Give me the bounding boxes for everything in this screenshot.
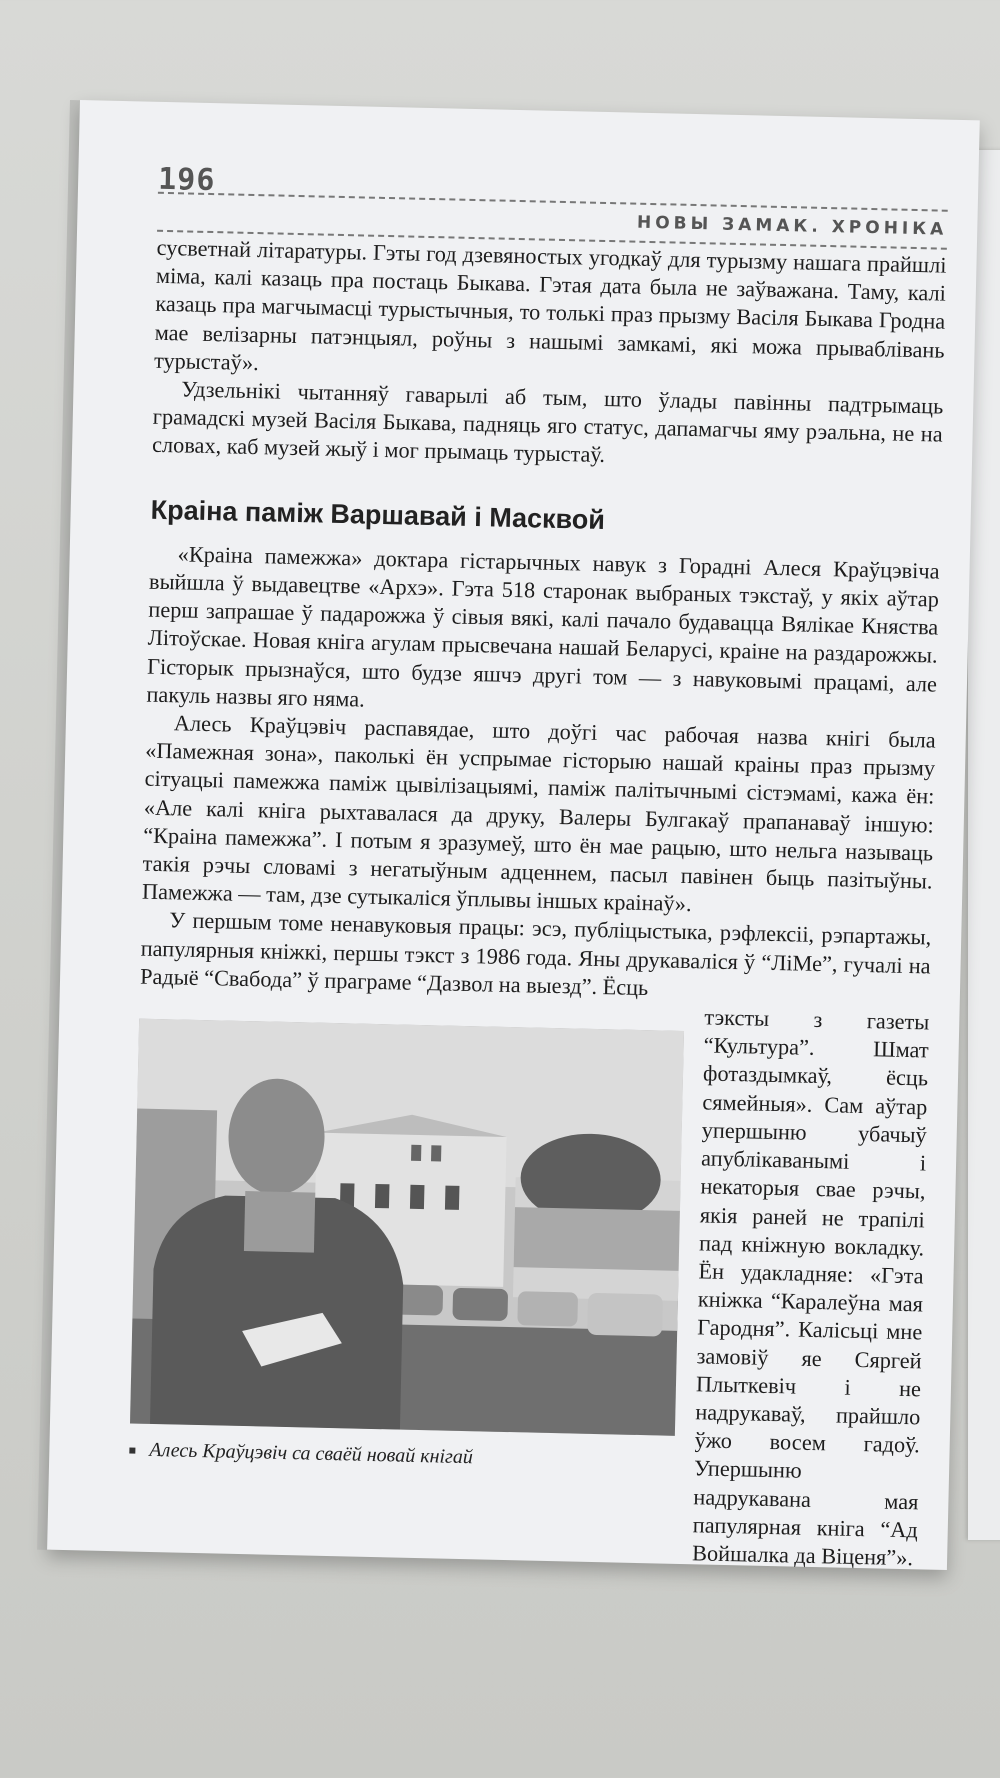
author-photo [130,1019,684,1436]
header-dashed-rule [158,192,948,212]
paragraph: тэксты з газеты “Культура”. Шмат фотаздымкаў, ёсць сямейныя». Сам аўтар упершыню убачыў апублікаванымі і некаторыя свае рэчы, якія раней не трапілі пад кніжную вокладку. Ён удакладняе: «Гэта кніжка “Каралеўна мая Гародня”. Калісьці мне замовіў яе Сяргей Плыткевіч і не надрукаваў, прайшло ўжо восем гадоў. Упершыню надрукавана мая папулярная кніга “Ад Войшалка да Віценя”». [691,1004,930,1571]
page-number: 196 [157,161,216,199]
article-body [130,234,947,1571]
paragraph: У першым томе ненавуковыя працы: эсэ, публіцыстыка, рэфлексіі, рэпартажы, папулярныя кніжкі, першы тэкст з 1986 года. Яны друкаваліся ў “ЛіМе”, гучалі на Радыё “Свабода” ў праграме “Дазвол на выезд”. Ёсць [139,907,932,1000]
paragraph: Удзельнікі чытанняў гаварылі аб тым, што ўлады павінны падтрымаць грамадскі музей Васіля Быкава, падняць яго статус, дапамагчы яму рэальна, не на словах, каб музей жыў і мог прымаць турыстаў. [151,376,944,468]
wrapped-text-column [692,1003,930,1572]
running-title: НОВЫ ЗАМАК. ХРОНІКА [636,212,948,240]
photo-caption-text: Алесь Краўцэвіч са сваёй новай кнігай [149,1439,474,1469]
paragraph: «Краіна памежжа» доктара гістарычных навук з Горадні Алеся Краўцэвіча выйшла ў выдавецтве «Архэ». Гэта 518 старонак выбраных тэкстаў, у якіх аўтар перш запрашае ў падарожжа ў сівыя вякі, калі пачало будавацца Вялікае Княства Літоўскае. Новая кніга агулам прысвечана нашай Беларусі, краіне на раздарожжы. Гісторык прызнаўся, што будзе яшчэ другі том — з навуковымі працамі, але пакуль назвы яго няма. [146,541,940,712]
caption-bullet-icon [129,1448,135,1454]
paragraph: сусветнай літаратуры. Гэты год дзевяностых угодкаў для турызму нашага прайшлі міма, калі казаць пра постаць Быкава. Гэтая дата была не заўважана. Таму, калі казаць пра магчымасці турыстычныя, то толькі праз прызму Васіля Быкава Гродна мае велізарны патэнцыял, роўны з нашымі замкамі, які можа прываблівань турыстаў». [153,234,947,375]
paragraph: Алесь Краўцэвіч распавядае, што доўгі час рабочая назва кнігі была «Памежная зона», паколькі ён успрымае гісторыю нашай краіны праз прызму сітуацыі памежжа паміж цывілізацыямі, паміж палітычнымі сістэмамі, кажа ён: «Але калі кніга рыхтавалася да друку, Валеры Булгакаў прапанаваў іншую: “Краіна памежжа”. І потым я зразумеў, што ён мае рацыю, што нельга называць такія рэчы словамі з негатыўным адценнем, пасыл павінен быць пазітыўны. Памежжа — там, дзе сутыкаліся ўплывы іншых краінаў». [141,710,936,917]
photo-caption [129,1436,473,1472]
section-title: Краіна паміж Варшавай і Масквой [150,494,606,535]
book-page [47,100,980,1570]
photo-with-text [130,991,930,1571]
